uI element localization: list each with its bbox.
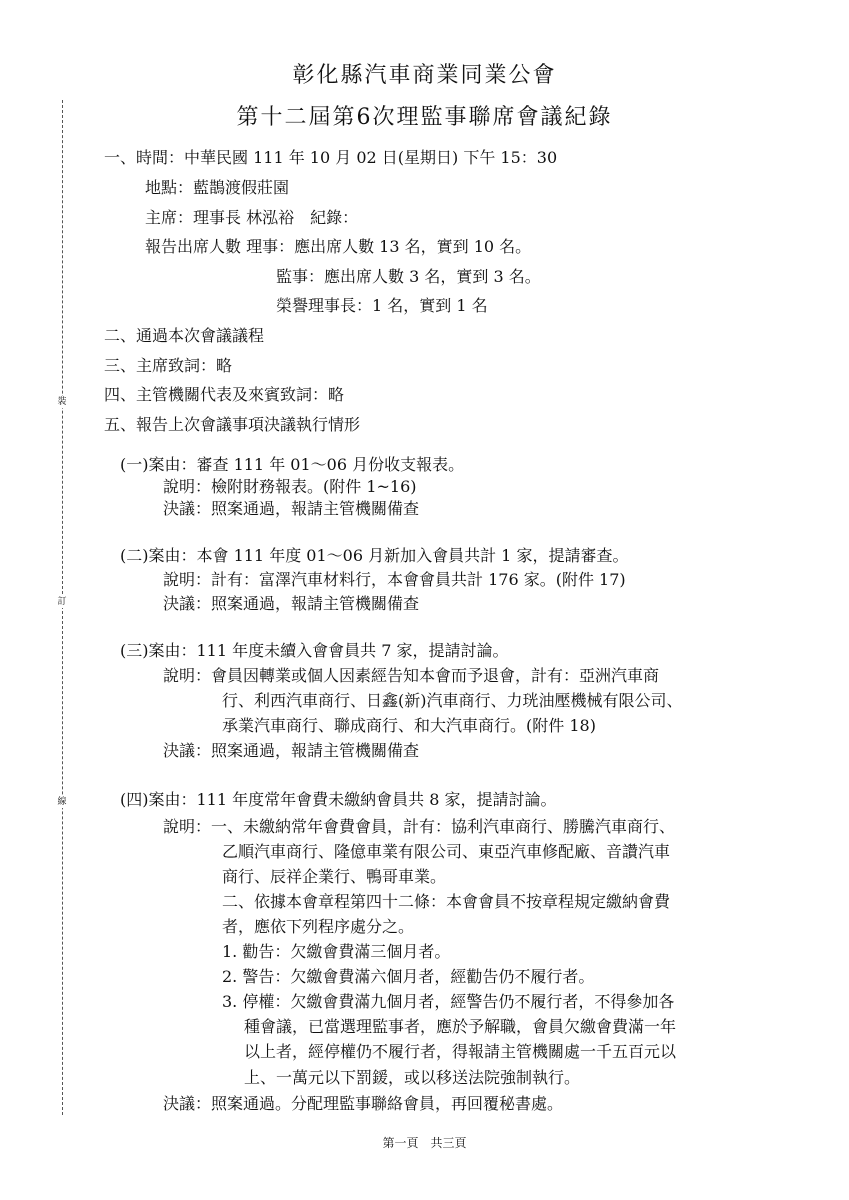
- case-subject: (一)案由：審查 111 年 01～06 月份收支報表。: [120, 455, 465, 474]
- attendance-honorary: 榮譽理事長：1 名，實到 1 名: [276, 296, 488, 315]
- case-resolution: 決議：照案通過，報請主管機關備查: [163, 499, 420, 518]
- case-resolution: 決議：照案通過，報請主管機關備查: [163, 594, 420, 613]
- penalty-item: 2. 警告：欠繳會費滿六個月者，經勸告仍不履行者。: [222, 967, 595, 986]
- case-explanation: 說明：檢附財務報表。(附件 1~16): [163, 477, 417, 496]
- document-subtitle: 第十二屆第6次理監事聯席會議紀錄: [236, 105, 613, 130]
- meeting-location: 地點：藍鵲渡假莊園: [145, 178, 290, 197]
- attendance-supervisors: 監事：應出席人數 3 名，實到 3 名。: [276, 267, 541, 286]
- case-explanation: 者，應依下列程序處分之。: [222, 917, 415, 936]
- meeting-time: 一、時間：中華民國 111 年 10 月 02 日(星期日) 下午 15：30: [104, 148, 558, 167]
- case-subject: (二)案由：本會 111 年度 01～06 月新加入會員共計 1 家，提請審查。: [120, 546, 629, 565]
- case-resolution: 決議：照案通過，報請主管機關備查: [163, 741, 420, 760]
- case-subject: (三)案由：111 年度未續入會會員共 7 家，提請討論。: [120, 641, 509, 660]
- attendance-directors: 報告出席人數 理事：應出席人數 13 名，實到 10 名。: [145, 237, 532, 256]
- document-title: 彰化縣汽車商業同業公會: [292, 63, 557, 88]
- penalty-item: 種會議，已當選理監事者，應於予解職，會員欠繳會費滿一年: [244, 1017, 677, 1036]
- agenda-item: 五、報告上次會議事項決議執行情形: [104, 415, 361, 434]
- case-subject: (四)案由：111 年度常年會費未繳納會員共 8 家，提請討論。: [120, 790, 557, 809]
- case-explanation: 承業汽車商行、聯成商行、和大汽車商行。(附件 18): [222, 716, 596, 735]
- page-footer: 第一頁 共三頁: [382, 1136, 467, 1150]
- binding-mark: 線: [55, 796, 69, 808]
- penalty-item: 1. 勸告：欠繳會費滿三個月者。: [222, 942, 451, 961]
- penalty-item: 上、一萬元以下罰鍰，或以移送法院強制執行。: [244, 1068, 581, 1087]
- binding-mark: 訂: [55, 596, 69, 608]
- case-explanation: 二、依據本會章程第四十二條：本會會員不按章程規定繳納會費: [222, 892, 671, 911]
- case-explanation: 說明：計有：富澤汽車材料行，本會會員共計 176 家。(附件 17): [163, 570, 626, 589]
- meeting-chair: 主席：理事長 林泓裕 紀錄：: [145, 208, 359, 227]
- penalty-item: 3. 停權：欠繳會費滿九個月者，經警告仍不履行者，不得參加各: [222, 992, 675, 1011]
- case-explanation: 行、利西汽車商行、日鑫(新)汽車商行、力珖油壓機械有限公司、: [222, 691, 683, 710]
- agenda-item: 四、主管機關代表及來賓致詞：略: [104, 385, 345, 404]
- agenda-item: 三、主席致詞：略: [104, 356, 233, 375]
- case-explanation: 商行、辰祥企業行、鴨哥車業。: [222, 867, 447, 886]
- case-resolution: 決議：照案通過。分配理監事聯絡會員，再回覆秘書處。: [163, 1094, 564, 1113]
- case-explanation: 說明：會員因轉業或個人因素經告知本會而予退會，計有：亞洲汽車商: [163, 666, 660, 685]
- case-explanation: 乙順汽車商行、隆億車業有限公司、東亞汽車修配廠、音讚汽車: [222, 842, 671, 861]
- case-explanation: 說明：一、未繳納常年會費會員，計有：協利汽車商行、勝騰汽車商行、: [163, 817, 676, 836]
- binding-mark: 裝: [55, 396, 69, 408]
- penalty-item: 以上者，經停權仍不履行者，得報請主管機關處一千五百元以: [244, 1042, 677, 1061]
- agenda-item: 二、通過本次會議議程: [104, 326, 265, 345]
